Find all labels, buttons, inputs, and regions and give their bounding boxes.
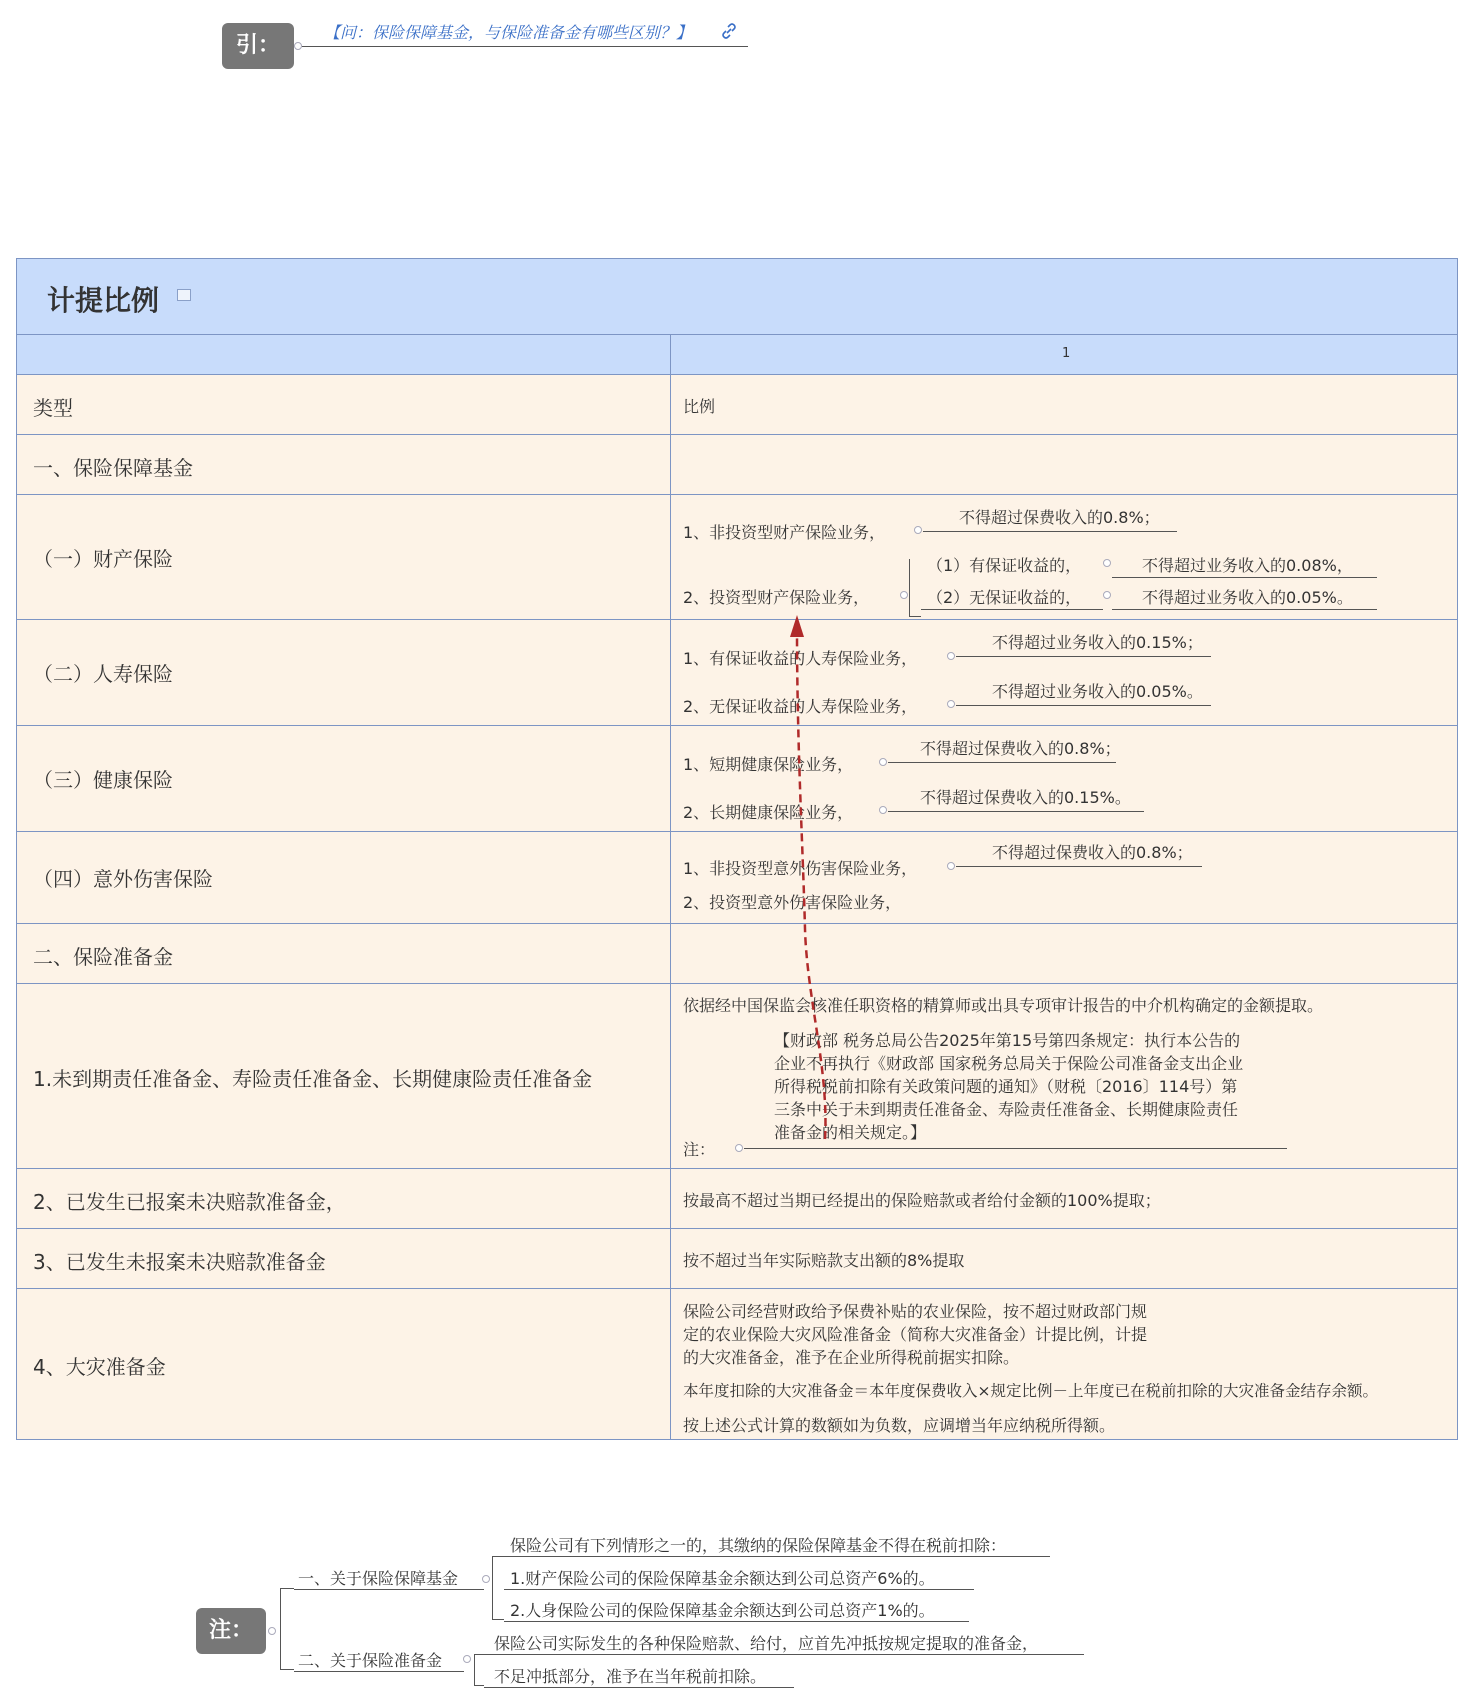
reserve1-text: 依据经中国保监会核准任职资格的精算师或出具专项审计报告的中介机构确定的金额提取。 bbox=[683, 996, 1324, 1015]
table-row-accident bbox=[17, 832, 1457, 924]
reserve4-formula: 本年度扣除的大灾准备金＝本年度保费收入×规定比例－上年度已在税前扣除的大灾准备金结存余额。 bbox=[683, 1382, 1378, 1400]
note-b1-intro: 保险公司有下列情形之一的，其缴纳的保险保障基金不得在税前扣除： bbox=[510, 1536, 1007, 1555]
reserve4-line1: 保险公司经营财政给予保费补贴的农业保险，按不超过财政部门规 bbox=[683, 1302, 1148, 1321]
accident-item2: 2、投资型意外伤害保险业务， bbox=[683, 893, 902, 912]
note-branch2-wrap bbox=[294, 1645, 464, 1672]
table-row-life bbox=[17, 620, 1457, 726]
table-title: 计提比例 bbox=[47, 284, 160, 317]
property-item2-dot bbox=[900, 591, 908, 599]
ref-connector-dot bbox=[294, 42, 302, 50]
property-sub2-wrap bbox=[921, 581, 1103, 610]
note-b1-c1-wrap bbox=[504, 1563, 974, 1590]
note-b2-l1-wrap bbox=[474, 1628, 1084, 1655]
note-tag: 注： bbox=[196, 1608, 266, 1654]
accident-item1-dot bbox=[947, 862, 955, 870]
life-item1-value-wrap bbox=[956, 626, 1211, 657]
ref-link-wrapper[interactable] bbox=[302, 18, 748, 47]
reserve1-note-line2: 企业不再执行《财政部 国家税务总局关于保险公司准备金支出企业 bbox=[774, 1054, 1244, 1073]
col-type-label: 类型 bbox=[33, 396, 73, 420]
reserve4-line3: 的大灾准备金，准予在企业所得税前据实扣除。 bbox=[683, 1348, 1020, 1367]
note-b1-c2: 2.人身保险公司的保险保障基金余额达到公司总资产1%的。 bbox=[510, 1601, 935, 1620]
reserve1-note-dot bbox=[735, 1144, 743, 1152]
health-item2-dot bbox=[879, 806, 887, 814]
life-item2-value: 不得超过业务收入的0.05%。 bbox=[992, 682, 1203, 701]
note-branch1: 一、关于保险保障基金 bbox=[298, 1569, 459, 1588]
reserve2-text: 按最高不超过当期已经提出的保险赔款或者给付金额的100%提取； bbox=[683, 1191, 1161, 1210]
reserve1-note-line3: 所得税税前扣除有关政策问题的通知》（财税〔2016〕114号）第 bbox=[774, 1077, 1238, 1096]
property-sub2-value: 不得超过业务收入的0.05%。 bbox=[1142, 588, 1353, 607]
reserve4-label: 4、大灾准备金 bbox=[33, 1355, 166, 1379]
property-sub1-dot bbox=[1103, 559, 1111, 567]
note-b1-intro-wrap bbox=[504, 1530, 1050, 1557]
accident-item1-value-wrap bbox=[956, 836, 1202, 867]
accident-item1-value: 不得超过保费收入的0.8%； bbox=[992, 843, 1193, 862]
note-b2-bracket bbox=[474, 1654, 484, 1686]
property-label: （一）财产保险 bbox=[33, 547, 173, 571]
health-item1-value: 不得超过保费收入的0.8%； bbox=[920, 739, 1121, 758]
table-row-health bbox=[17, 726, 1457, 832]
property-sub2: （2）无保证收益的， bbox=[927, 588, 1082, 607]
health-item1-value-wrap bbox=[888, 732, 1121, 763]
section2-label: 二、保险准备金 bbox=[33, 945, 173, 969]
life-item2-dot bbox=[947, 700, 955, 708]
note-b2-l2: 不足冲抵部分，准予在当年税前扣除。 bbox=[494, 1667, 767, 1686]
note-branch1-wrap bbox=[294, 1563, 484, 1590]
property-item1-value-wrap bbox=[923, 501, 1177, 532]
red-dashed-arrow bbox=[777, 599, 837, 1159]
note-b2-l2-wrap bbox=[484, 1661, 794, 1688]
health-label: （三）健康保险 bbox=[33, 768, 173, 792]
note-branch2: 二、关于保险准备金 bbox=[298, 1651, 443, 1670]
property-sub1-value-wrap bbox=[1112, 549, 1377, 578]
table-header bbox=[17, 259, 1457, 335]
property-sub1-value: 不得超过业务收入的0.08%， bbox=[1142, 556, 1353, 575]
col-ratio-label: 比例 bbox=[683, 397, 716, 416]
property-sub2-dot bbox=[1103, 591, 1111, 599]
note-branch1-bracket bbox=[492, 1556, 504, 1620]
reserve1-note-label: 注： bbox=[683, 1140, 716, 1159]
note-b1-c1: 1.财产保险公司的保险保障基金余额达到公司总资产6%的。 bbox=[510, 1569, 935, 1588]
table-row-header bbox=[17, 375, 1457, 435]
table-row-reserve1 bbox=[17, 984, 1457, 1169]
health-item2-value-wrap bbox=[888, 781, 1144, 812]
note-b1-c2-wrap bbox=[504, 1595, 969, 1622]
ratio-table bbox=[16, 258, 1458, 1440]
table-row-reserve2 bbox=[17, 1169, 1457, 1229]
note-branch2-dot bbox=[463, 1655, 471, 1663]
property-item1-dot bbox=[914, 526, 922, 534]
table-expand-icon[interactable] bbox=[177, 289, 191, 301]
note-bracket bbox=[280, 1588, 294, 1670]
section1-label: 一、保险保障基金 bbox=[33, 456, 193, 480]
note-b2-l1: 保险公司实际发生的各种保险赔款、给付，应首先冲抵按规定提取的准备金， bbox=[494, 1634, 1039, 1653]
reserve4-line2: 定的农业保险大灾风险准备金（简称大灾准备金）计提比例，计提 bbox=[683, 1325, 1148, 1344]
property-sub2-value-wrap bbox=[1112, 581, 1377, 610]
life-label: （二）人寿保险 bbox=[33, 662, 173, 686]
reserve1-note-line1: 【财政部 税务总局公告2025年第15号第四条规定：执行本公告的 bbox=[774, 1031, 1241, 1050]
life-item2-value-wrap bbox=[956, 675, 1211, 706]
note-connector-dot bbox=[268, 1627, 276, 1635]
ref-tag: 引： bbox=[222, 23, 294, 69]
table-row-section1 bbox=[17, 435, 1457, 495]
health-item2-value: 不得超过保费收入的0.15%。 bbox=[920, 788, 1131, 807]
table-row-reserve3 bbox=[17, 1229, 1457, 1289]
health-item1-dot bbox=[879, 758, 887, 766]
property-item1-value: 不得超过保费收入的0.8%； bbox=[959, 508, 1160, 527]
property-item1: 1、非投资型财产保险业务， bbox=[683, 523, 886, 542]
table-index-row bbox=[17, 335, 1457, 375]
column-index-label: 1 bbox=[1062, 346, 1071, 361]
table-row-section2 bbox=[17, 924, 1457, 984]
life-item1-value: 不得超过业务收入的0.15%； bbox=[992, 633, 1203, 652]
reserve1-note-line5: 准备金的相关规定。】 bbox=[774, 1123, 927, 1142]
note-branch1-dot bbox=[482, 1575, 490, 1583]
ref-link[interactable]: 【问：保险保障基金，与保险准备金有哪些区别？】 bbox=[324, 23, 693, 42]
table-column-divider bbox=[670, 335, 671, 1439]
link-icon[interactable] bbox=[720, 22, 738, 40]
reserve3-text: 按不超过当年实际赔款支出额的8%提取 bbox=[683, 1251, 965, 1270]
table-row-property bbox=[17, 495, 1457, 620]
life-item1: 1、有保证收益的人寿保险业务， bbox=[683, 649, 918, 668]
reserve1-label: 1.未到期责任准备金、寿险责任准备金、长期健康险责任准备金 bbox=[33, 1067, 593, 1091]
accident-item1: 1、非投资型意外伤害保险业务， bbox=[683, 859, 918, 878]
table-row-reserve4 bbox=[17, 1289, 1457, 1439]
life-item2: 2、无保证收益的人寿保险业务， bbox=[683, 697, 918, 716]
life-item1-dot bbox=[947, 652, 955, 660]
health-item1: 1、短期健康保险业务， bbox=[683, 755, 854, 774]
reserve2-label: 2、已发生已报案未决赔款准备金， bbox=[33, 1190, 346, 1214]
reserve1-note-line4: 三条中关于未到期责任准备金、寿险责任准备金、长期健康险责任 bbox=[774, 1100, 1239, 1119]
accident-label: （四）意外伤害保险 bbox=[33, 867, 213, 891]
property-sub1: （1）有保证收益的， bbox=[927, 556, 1082, 575]
property-item2: 2、投资型财产保险业务， bbox=[683, 588, 870, 607]
health-item2: 2、长期健康保险业务， bbox=[683, 803, 854, 822]
reserve4-negative: 按上述公式计算的数额如为负数，应调增当年应纳税所得额。 bbox=[683, 1416, 1116, 1435]
reserve3-label: 3、已发生未报案未决赔款准备金 bbox=[33, 1250, 326, 1274]
property-sub-bracket bbox=[909, 559, 921, 617]
